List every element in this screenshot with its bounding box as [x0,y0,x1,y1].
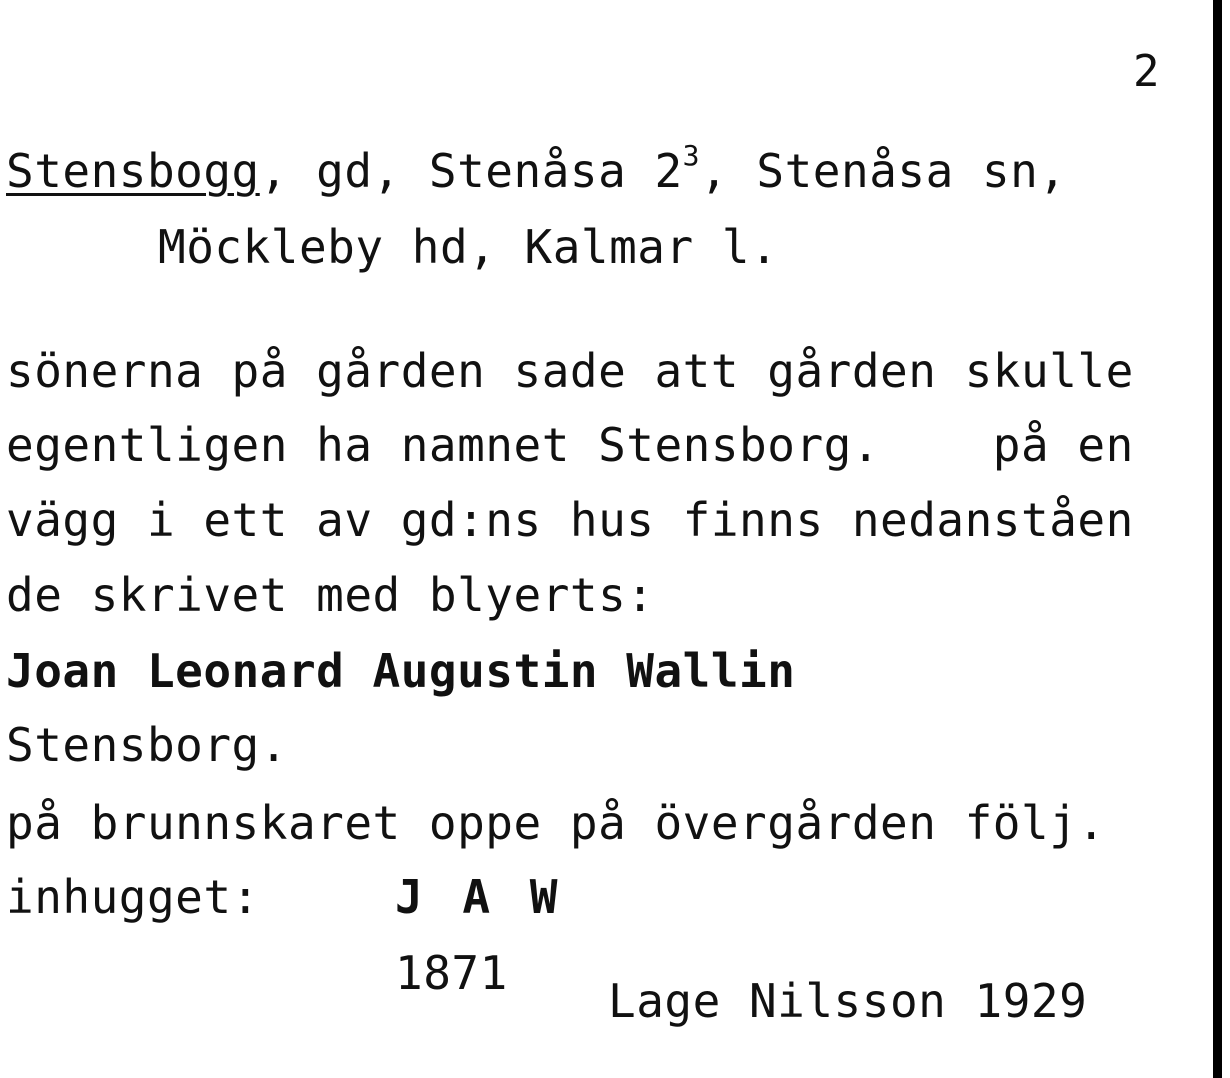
place-name: Stensbogg [6,144,260,198]
body-line-3: vägg i ett av gd:ns hus finns nedanståen [6,493,1134,547]
card-edge-line [1213,0,1222,1078]
right-margin-clip [1222,0,1230,1078]
page-number: 2 [1133,46,1160,97]
inscription-initials: J A W [395,870,564,924]
body-line-7: på brunnskaret oppe på övergården följ. [6,796,1106,850]
body-line-1: sönerna på gården sade att gården skulle [6,344,1134,398]
heading-line-1 [6,139,1067,198]
signature: Lage Nilsson 1929 [608,974,1088,1028]
body-line-5: Joan Leonard Augustin Wallin [6,644,796,698]
body-line-2: egentligen ha namnet Stensborg. på en [6,418,1134,472]
body-line-4: de skrivet med blyerts: [6,568,655,622]
heading-location: , gd, Stenåsa 2 [259,144,683,198]
body-line-6: Stensborg. [6,718,288,772]
inscription-year: 1871 [395,946,508,1000]
heading-superscript: 3 [682,139,701,172]
body-line-8: inhugget: [6,870,260,924]
heading-parish: , Stenåsa sn, [700,144,1067,198]
heading-line-2: Möckleby hd, Kalmar l. [158,220,779,274]
